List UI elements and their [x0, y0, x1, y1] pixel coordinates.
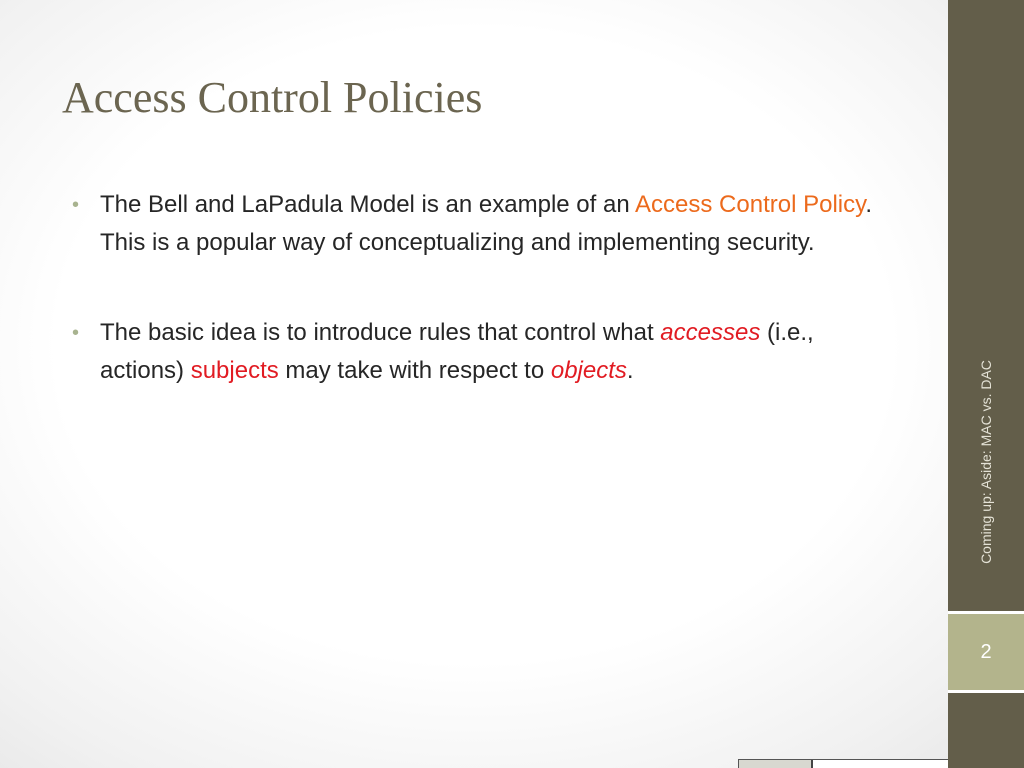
bullet-dot-icon: •: [72, 322, 80, 344]
sidebar-divider-bottom: [948, 690, 1024, 693]
bullet-text-segment: may take with respect to: [278, 357, 551, 384]
slide-title: Access Control Policies: [62, 73, 483, 122]
bullet-dot-icon: •: [72, 194, 80, 216]
bottom-scroll-bar[interactable]: [738, 759, 948, 768]
bullet-item: [72, 186, 892, 262]
highlight-objects: objects: [550, 357, 627, 384]
highlight-subjects: subjects: [190, 357, 279, 384]
bullet-item: [72, 314, 892, 390]
bullet-text-segment: (i.e., actions): [100, 319, 814, 384]
highlight-access-control-policy: Access Control Policy: [635, 191, 866, 218]
bullet-text-segment: The basic idea is to introduce rules that control what: [100, 319, 661, 346]
slide-footer: Coming up: Aside: MAC vs. DAC: [978, 360, 994, 564]
bullet-text-segment: The Bell and LaPadula Model is an example of an: [100, 191, 636, 218]
bullet-text-segment: . This is a popular way of conceptualizing and implementing security.: [100, 191, 872, 256]
highlight-accesses: accesses: [660, 319, 761, 346]
bullet-text-segment: .: [626, 357, 634, 384]
slide-number-box: [948, 614, 1024, 690]
bullet-list: [72, 186, 892, 442]
bottom-scroll-thumb[interactable]: [739, 760, 813, 768]
slide-number: 2: [980, 640, 992, 663]
